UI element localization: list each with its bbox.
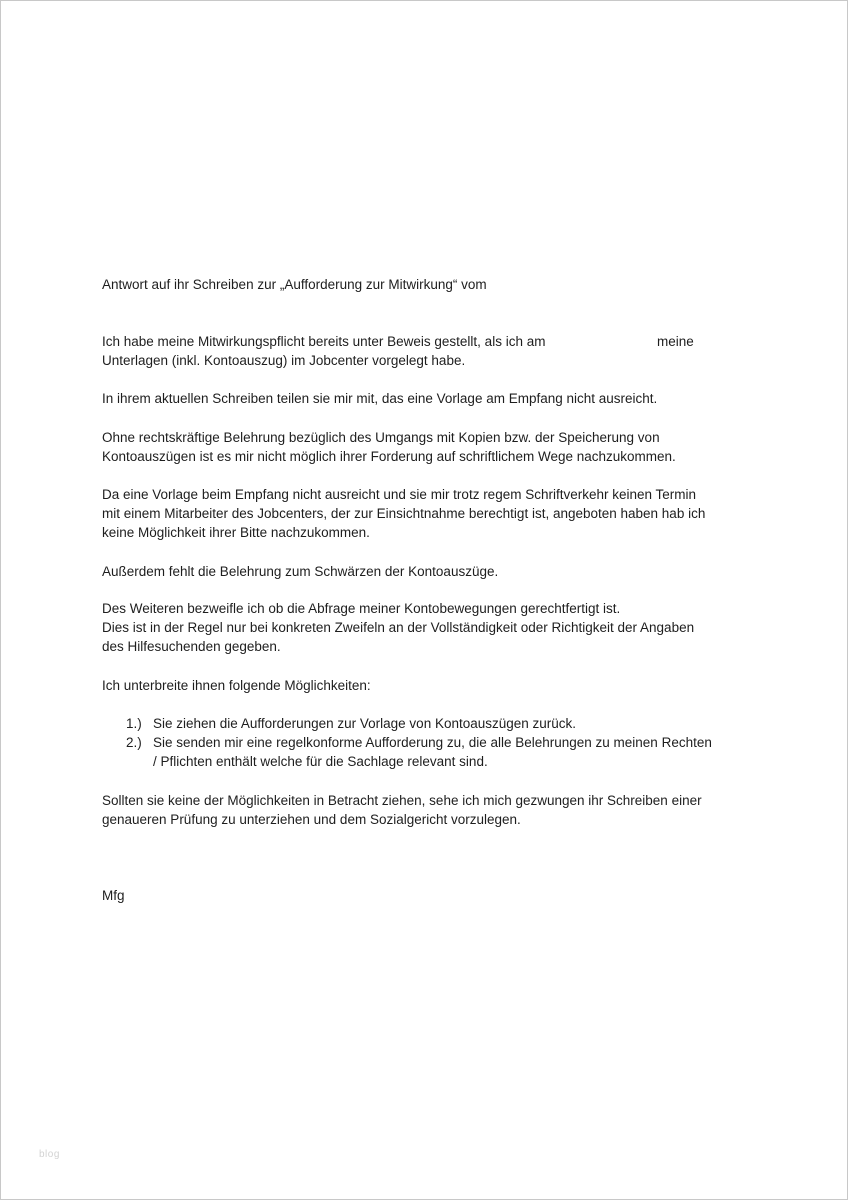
letter-subject: Antwort auf ihr Schreiben zur „Aufforderung zur Mitwirkung“ vom [102,277,487,292]
paragraph-6-line-3: des Hilfesuchenden gegeben. [102,639,281,654]
option-2-text-line-2: / Pflichten enthält welche für die Sachlage relevant sind. [153,754,488,769]
option-2-text-line-1: Sie senden mir eine regelkonforme Aufforderung zu, die alle Belehrungen zu meinen Rechten [153,735,712,750]
paragraph-4-line-2: mit einem Mitarbeiter des Jobcenters, der zur Einsichtnahme berechtigt ist, angeboten haben hab ich [102,506,706,521]
paragraph-6-line-1: Des Weiteren bezweifle ich ob die Abfrage meiner Kontobewegungen gerechtfertigt ist. [102,601,621,616]
paragraph-1-line-1: Ich habe meine Mitwirkungspflicht bereits unter Beweis gestellt, als ich am [102,334,546,349]
option-2-number: 2.) [126,735,142,750]
paragraph-2: In ihrem aktuellen Schreiben teilen sie mir mit, das eine Vorlage am Empfang nicht ausreicht. [102,391,658,406]
watermark: blog [39,1149,60,1160]
paragraph-5: Außerdem fehlt die Belehrung zum Schwärzen der Kontoauszüge. [102,564,499,579]
paragraph-8-line-2: genaueren Prüfung zu unterziehen und dem Sozialgericht vorzulegen. [102,812,521,827]
paragraph-1-line-1-end: meine [657,334,694,349]
paragraph-3-line-1: Ohne rechtskräftige Belehrung bezüglich des Umgangs mit Kopien bzw. der Speicherung von [102,430,660,445]
paragraph-4-line-1: Da eine Vorlage beim Empfang nicht ausreicht und sie mir trotz regem Schriftverkehr keinen Termin [102,487,697,502]
option-1-text: Sie ziehen die Aufforderungen zur Vorlage von Kontoauszügen zurück. [153,716,577,731]
paragraph-1-line-2: Unterlagen (inkl. Kontoauszug) im Jobcenter vorgelegt habe. [102,353,466,368]
paragraph-4-line-3: keine Möglichkeit ihrer Bitte nachzukommen. [102,525,370,540]
option-1-number: 1.) [126,716,142,731]
paragraph-8-line-1: Sollten sie keine der Möglichkeiten in Betracht ziehen, sehe ich mich gezwungen ihr Schreiben einer [102,793,702,808]
paragraph-7: Ich unterbreite ihnen folgende Möglichkeiten: [102,678,371,693]
paragraph-6-line-2: Dies ist in der Regel nur bei konkreten Zweifeln an der Vollständigkeit oder Richtigkeit der Angaben [102,620,695,635]
paragraph-3-line-2: Kontoauszügen ist es mir nicht möglich ihrer Forderung auf schriftlichem Wege nachzukommen. [102,449,676,464]
closing: Mfg [102,888,125,903]
